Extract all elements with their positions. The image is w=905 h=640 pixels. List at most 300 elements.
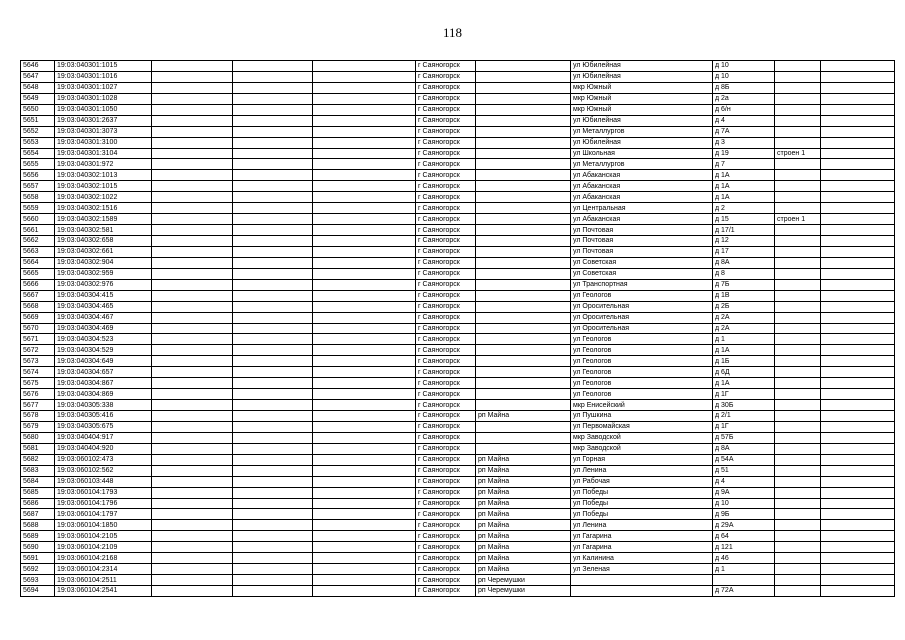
- empty-cell-b: [233, 323, 313, 334]
- street-cell: ул Оросительная: [571, 301, 713, 312]
- empty-cell-b: [233, 203, 313, 214]
- extra-cell: [821, 170, 895, 181]
- city-cell: г Саяногорск: [416, 71, 476, 82]
- street-cell: ул Геологов: [571, 345, 713, 356]
- row-number-cell: 5670: [21, 323, 55, 334]
- empty-cell-b: [233, 389, 313, 400]
- cadastral-number-cell: 19:03:060104:1850: [55, 520, 152, 531]
- settlement-cell: [476, 159, 571, 170]
- house-cell: д 1А: [713, 345, 775, 356]
- settlement-cell: [476, 389, 571, 400]
- cadastral-number-cell: 19:03:060104:2109: [55, 542, 152, 553]
- empty-cell-b: [233, 520, 313, 531]
- cadastral-number-cell: 19:03:040305:416: [55, 411, 152, 422]
- settlement-cell: рп Майна: [476, 465, 571, 476]
- house-cell: д 1Г: [713, 421, 775, 432]
- city-cell: г Саяногорск: [416, 257, 476, 268]
- empty-cell-a: [152, 301, 233, 312]
- settlement-cell: рп Майна: [476, 520, 571, 531]
- empty-cell-c: [313, 93, 416, 104]
- house-cell: д 51: [713, 465, 775, 476]
- row-number-cell: 5686: [21, 498, 55, 509]
- street-cell: ул Геологов: [571, 378, 713, 389]
- city-cell: г Саяногорск: [416, 411, 476, 422]
- street-cell: мкр Южный: [571, 82, 713, 93]
- street-cell: ул Юбилейная: [571, 137, 713, 148]
- row-number-cell: 5648: [21, 82, 55, 93]
- settlement-cell: [476, 312, 571, 323]
- empty-cell-c: [313, 575, 416, 586]
- city-cell: г Саяногорск: [416, 279, 476, 290]
- street-cell: ул Транспортная: [571, 279, 713, 290]
- extra-cell: [821, 246, 895, 257]
- house-cell: д 2А: [713, 323, 775, 334]
- row-number-cell: 5687: [21, 509, 55, 520]
- table-row: [21, 509, 895, 520]
- settlement-cell: [476, 378, 571, 389]
- extra-cell: [821, 159, 895, 170]
- empty-cell-c: [313, 246, 416, 257]
- city-cell: г Саяногорск: [416, 104, 476, 115]
- settlement-cell: [476, 334, 571, 345]
- table-row: [21, 301, 895, 312]
- empty-cell-b: [233, 575, 313, 586]
- house-cell: д 1А: [713, 170, 775, 181]
- row-number-cell: 5659: [21, 203, 55, 214]
- empty-cell-b: [233, 93, 313, 104]
- settlement-cell: рп Майна: [476, 509, 571, 520]
- building-cell: [775, 564, 821, 575]
- street-cell: ул Геологов: [571, 389, 713, 400]
- extra-cell: [821, 290, 895, 301]
- extra-cell: [821, 465, 895, 476]
- house-cell: д 1А: [713, 192, 775, 203]
- street-cell: ул Геологов: [571, 367, 713, 378]
- table-row: [21, 82, 895, 93]
- extra-cell: [821, 301, 895, 312]
- empty-cell-b: [233, 214, 313, 225]
- street-cell: ул Победы: [571, 498, 713, 509]
- extra-cell: [821, 345, 895, 356]
- row-number-cell: 5658: [21, 192, 55, 203]
- city-cell: г Саяногорск: [416, 192, 476, 203]
- empty-cell-a: [152, 378, 233, 389]
- table-row: [21, 465, 895, 476]
- street-cell: ул Геологов: [571, 334, 713, 345]
- table-row: [21, 170, 895, 181]
- row-number-cell: 5681: [21, 443, 55, 454]
- empty-cell-a: [152, 279, 233, 290]
- empty-cell-b: [233, 279, 313, 290]
- empty-cell-b: [233, 170, 313, 181]
- extra-cell: [821, 454, 895, 465]
- empty-cell-a: [152, 290, 233, 301]
- extra-cell: [821, 476, 895, 487]
- city-cell: г Саяногорск: [416, 487, 476, 498]
- street-cell: ул Абаканская: [571, 181, 713, 192]
- city-cell: г Саяногорск: [416, 225, 476, 236]
- empty-cell-c: [313, 400, 416, 411]
- building-cell: [775, 553, 821, 564]
- row-number-cell: 5663: [21, 246, 55, 257]
- empty-cell-b: [233, 334, 313, 345]
- empty-cell-a: [152, 170, 233, 181]
- empty-cell-a: [152, 465, 233, 476]
- cadastral-number-cell: 19:03:040301:3104: [55, 148, 152, 159]
- empty-cell-c: [313, 531, 416, 542]
- cadastral-number-cell: 19:03:040404:917: [55, 432, 152, 443]
- settlement-cell: [476, 301, 571, 312]
- building-cell: строен 1: [775, 214, 821, 225]
- cadastral-number-cell: 19:03:040304:415: [55, 290, 152, 301]
- settlement-cell: [476, 104, 571, 115]
- empty-cell-a: [152, 246, 233, 257]
- cadastral-number-cell: 19:03:040302:661: [55, 246, 152, 257]
- empty-cell-b: [233, 257, 313, 268]
- empty-cell-c: [313, 71, 416, 82]
- table-row: [21, 126, 895, 137]
- house-cell: [713, 575, 775, 586]
- empty-cell-a: [152, 71, 233, 82]
- cadastral-number-cell: 19:03:040302:658: [55, 236, 152, 247]
- cadastral-number-cell: 19:03:060104:1797: [55, 509, 152, 520]
- empty-cell-b: [233, 246, 313, 257]
- table-row: [21, 487, 895, 498]
- cadastral-number-cell: 19:03:040301:1015: [55, 61, 152, 72]
- city-cell: г Саяногорск: [416, 389, 476, 400]
- building-cell: [775, 82, 821, 93]
- settlement-cell: [476, 115, 571, 126]
- empty-cell-a: [152, 498, 233, 509]
- city-cell: г Саяногорск: [416, 421, 476, 432]
- cadastral-number-cell: 19:03:040301:2637: [55, 115, 152, 126]
- extra-cell: [821, 487, 895, 498]
- row-number-cell: 5679: [21, 421, 55, 432]
- extra-cell: [821, 225, 895, 236]
- empty-cell-a: [152, 367, 233, 378]
- street-cell: ул Ленина: [571, 520, 713, 531]
- empty-cell-a: [152, 115, 233, 126]
- street-cell: мкр Южный: [571, 104, 713, 115]
- row-number-cell: 5672: [21, 345, 55, 356]
- street-cell: ул Победы: [571, 487, 713, 498]
- row-number-cell: 5650: [21, 104, 55, 115]
- city-cell: г Саяногорск: [416, 531, 476, 542]
- extra-cell: [821, 148, 895, 159]
- settlement-cell: рп Майна: [476, 411, 571, 422]
- settlement-cell: [476, 192, 571, 203]
- city-cell: г Саяногорск: [416, 542, 476, 553]
- building-cell: [775, 104, 821, 115]
- empty-cell-b: [233, 345, 313, 356]
- table-row: [21, 93, 895, 104]
- table-row: [21, 148, 895, 159]
- settlement-cell: рп Черемушки: [476, 575, 571, 586]
- street-cell: ул Почтовая: [571, 246, 713, 257]
- street-cell: ул Юбилейная: [571, 115, 713, 126]
- empty-cell-c: [313, 498, 416, 509]
- building-cell: [775, 268, 821, 279]
- cadastral-number-cell: 19:03:060104:1793: [55, 487, 152, 498]
- empty-cell-a: [152, 214, 233, 225]
- house-cell: д 1: [713, 564, 775, 575]
- empty-cell-c: [313, 203, 416, 214]
- empty-cell-c: [313, 148, 416, 159]
- settlement-cell: рп Майна: [476, 454, 571, 465]
- settlement-cell: рп Майна: [476, 553, 571, 564]
- city-cell: г Саяногорск: [416, 214, 476, 225]
- row-number-cell: 5692: [21, 564, 55, 575]
- building-cell: [775, 334, 821, 345]
- empty-cell-b: [233, 61, 313, 72]
- street-cell: ул Калинина: [571, 553, 713, 564]
- street-cell: ул Оросительная: [571, 323, 713, 334]
- extra-cell: [821, 553, 895, 564]
- building-cell: [775, 312, 821, 323]
- extra-cell: [821, 214, 895, 225]
- row-number-cell: 5651: [21, 115, 55, 126]
- empty-cell-b: [233, 378, 313, 389]
- empty-cell-c: [313, 509, 416, 520]
- empty-cell-b: [233, 104, 313, 115]
- cadastral-number-cell: 19:03:040304:657: [55, 367, 152, 378]
- cadastral-number-cell: 19:03:060103:448: [55, 476, 152, 487]
- house-cell: д 8Б: [713, 82, 775, 93]
- table-row: [21, 454, 895, 465]
- empty-cell-a: [152, 356, 233, 367]
- building-cell: [775, 378, 821, 389]
- settlement-cell: [476, 279, 571, 290]
- house-cell: д 121: [713, 542, 775, 553]
- table-row: [21, 367, 895, 378]
- house-cell: д 19: [713, 148, 775, 159]
- empty-cell-a: [152, 268, 233, 279]
- empty-cell-a: [152, 487, 233, 498]
- row-number-cell: 5664: [21, 257, 55, 268]
- city-cell: г Саяногорск: [416, 323, 476, 334]
- city-cell: г Саяногорск: [416, 509, 476, 520]
- empty-cell-c: [313, 115, 416, 126]
- empty-cell-b: [233, 236, 313, 247]
- settlement-cell: [476, 236, 571, 247]
- empty-cell-c: [313, 268, 416, 279]
- building-cell: [775, 236, 821, 247]
- building-cell: [775, 246, 821, 257]
- row-number-cell: 5694: [21, 586, 55, 597]
- empty-cell-b: [233, 586, 313, 597]
- extra-cell: [821, 389, 895, 400]
- settlement-cell: [476, 400, 571, 411]
- street-cell: ул Почтовая: [571, 236, 713, 247]
- house-cell: д 8: [713, 268, 775, 279]
- empty-cell-c: [313, 104, 416, 115]
- building-cell: [775, 367, 821, 378]
- building-cell: [775, 498, 821, 509]
- empty-cell-a: [152, 586, 233, 597]
- row-number-cell: 5693: [21, 575, 55, 586]
- cadastral-number-cell: 19:03:040304:523: [55, 334, 152, 345]
- building-cell: [775, 345, 821, 356]
- empty-cell-c: [313, 356, 416, 367]
- building-cell: [775, 137, 821, 148]
- row-number-cell: 5680: [21, 432, 55, 443]
- extra-cell: [821, 520, 895, 531]
- table-row: [21, 389, 895, 400]
- row-number-cell: 5666: [21, 279, 55, 290]
- building-cell: [775, 389, 821, 400]
- settlement-cell: [476, 367, 571, 378]
- row-number-cell: 5676: [21, 389, 55, 400]
- empty-cell-a: [152, 400, 233, 411]
- building-cell: [775, 520, 821, 531]
- empty-cell-a: [152, 312, 233, 323]
- street-cell: ул Горная: [571, 454, 713, 465]
- empty-cell-c: [313, 137, 416, 148]
- empty-cell-c: [313, 334, 416, 345]
- empty-cell-c: [313, 367, 416, 378]
- cadastral-number-cell: 19:03:040302:1015: [55, 181, 152, 192]
- building-cell: [775, 93, 821, 104]
- table-row: [21, 181, 895, 192]
- empty-cell-b: [233, 454, 313, 465]
- street-cell: ул Школьная: [571, 148, 713, 159]
- table-row: [21, 225, 895, 236]
- settlement-cell: [476, 432, 571, 443]
- table-row: [21, 432, 895, 443]
- cadastral-number-cell: 19:03:040304:469: [55, 323, 152, 334]
- building-cell: [775, 465, 821, 476]
- building-cell: [775, 71, 821, 82]
- empty-cell-a: [152, 203, 233, 214]
- empty-cell-a: [152, 61, 233, 72]
- empty-cell-a: [152, 520, 233, 531]
- house-cell: д 9А: [713, 487, 775, 498]
- row-number-cell: 5652: [21, 126, 55, 137]
- extra-cell: [821, 257, 895, 268]
- empty-cell-c: [313, 542, 416, 553]
- empty-cell-a: [152, 553, 233, 564]
- city-cell: г Саяногорск: [416, 400, 476, 411]
- extra-cell: [821, 71, 895, 82]
- cadastral-number-cell: 19:03:040301:1016: [55, 71, 152, 82]
- empty-cell-b: [233, 126, 313, 137]
- cadastral-number-cell: 19:03:060104:2541: [55, 586, 152, 597]
- cadastral-number-cell: 19:03:040304:649: [55, 356, 152, 367]
- empty-cell-c: [313, 454, 416, 465]
- empty-cell-b: [233, 553, 313, 564]
- table-row: [21, 542, 895, 553]
- empty-cell-a: [152, 236, 233, 247]
- street-cell: ул Советская: [571, 268, 713, 279]
- row-number-cell: 5660: [21, 214, 55, 225]
- city-cell: г Саяногорск: [416, 367, 476, 378]
- row-number-cell: 5675: [21, 378, 55, 389]
- row-number-cell: 5655: [21, 159, 55, 170]
- extra-cell: [821, 192, 895, 203]
- street-cell: ул Почтовая: [571, 225, 713, 236]
- building-cell: [775, 159, 821, 170]
- empty-cell-b: [233, 301, 313, 312]
- extra-cell: [821, 312, 895, 323]
- table-row: [21, 104, 895, 115]
- empty-cell-a: [152, 411, 233, 422]
- empty-cell-b: [233, 82, 313, 93]
- empty-cell-b: [233, 476, 313, 487]
- empty-cell-b: [233, 312, 313, 323]
- city-cell: г Саяногорск: [416, 159, 476, 170]
- cadastral-number-cell: 19:03:060102:473: [55, 454, 152, 465]
- cadastral-number-cell: 19:03:040304:529: [55, 345, 152, 356]
- city-cell: г Саяногорск: [416, 181, 476, 192]
- empty-cell-a: [152, 476, 233, 487]
- house-cell: д 15: [713, 214, 775, 225]
- cadastral-number-cell: 19:03:040302:1516: [55, 203, 152, 214]
- empty-cell-b: [233, 148, 313, 159]
- empty-cell-b: [233, 192, 313, 203]
- extra-cell: [821, 542, 895, 553]
- empty-cell-c: [313, 279, 416, 290]
- street-cell: ул Зеленая: [571, 564, 713, 575]
- cadastral-number-cell: 19:03:060104:1796: [55, 498, 152, 509]
- settlement-cell: рп Черемушки: [476, 586, 571, 597]
- settlement-cell: [476, 246, 571, 257]
- empty-cell-a: [152, 257, 233, 268]
- house-cell: д 4: [713, 476, 775, 487]
- table-row: [21, 411, 895, 422]
- empty-cell-c: [313, 564, 416, 575]
- table-row: [21, 279, 895, 290]
- street-cell: ул Геологов: [571, 290, 713, 301]
- house-cell: д 17: [713, 246, 775, 257]
- street-cell: мкр Заводской: [571, 443, 713, 454]
- table-row: [21, 246, 895, 257]
- table-row: [21, 421, 895, 432]
- city-cell: г Саяногорск: [416, 312, 476, 323]
- house-cell: д 8А: [713, 443, 775, 454]
- table-row: [21, 290, 895, 301]
- street-cell: ул Гагарина: [571, 542, 713, 553]
- empty-cell-b: [233, 498, 313, 509]
- cadastral-number-cell: 19:03:040301:1050: [55, 104, 152, 115]
- house-cell: д 10: [713, 61, 775, 72]
- cadastral-number-cell: 19:03:060104:2105: [55, 531, 152, 542]
- city-cell: г Саяногорск: [416, 115, 476, 126]
- empty-cell-a: [152, 575, 233, 586]
- house-cell: д 10: [713, 71, 775, 82]
- extra-cell: [821, 575, 895, 586]
- empty-cell-c: [313, 170, 416, 181]
- empty-cell-c: [313, 159, 416, 170]
- empty-cell-a: [152, 389, 233, 400]
- city-cell: г Саяногорск: [416, 345, 476, 356]
- settlement-cell: [476, 323, 571, 334]
- settlement-cell: [476, 181, 571, 192]
- settlement-cell: [476, 290, 571, 301]
- extra-cell: [821, 356, 895, 367]
- row-number-cell: 5671: [21, 334, 55, 345]
- settlement-cell: [476, 225, 571, 236]
- empty-cell-b: [233, 421, 313, 432]
- city-cell: г Саяногорск: [416, 432, 476, 443]
- street-cell: ул Победы: [571, 509, 713, 520]
- row-number-cell: 5684: [21, 476, 55, 487]
- street-cell: ул Абаканская: [571, 170, 713, 181]
- empty-cell-a: [152, 225, 233, 236]
- extra-cell: [821, 279, 895, 290]
- house-cell: д 1В: [713, 290, 775, 301]
- city-cell: г Саяногорск: [416, 301, 476, 312]
- row-number-cell: 5646: [21, 61, 55, 72]
